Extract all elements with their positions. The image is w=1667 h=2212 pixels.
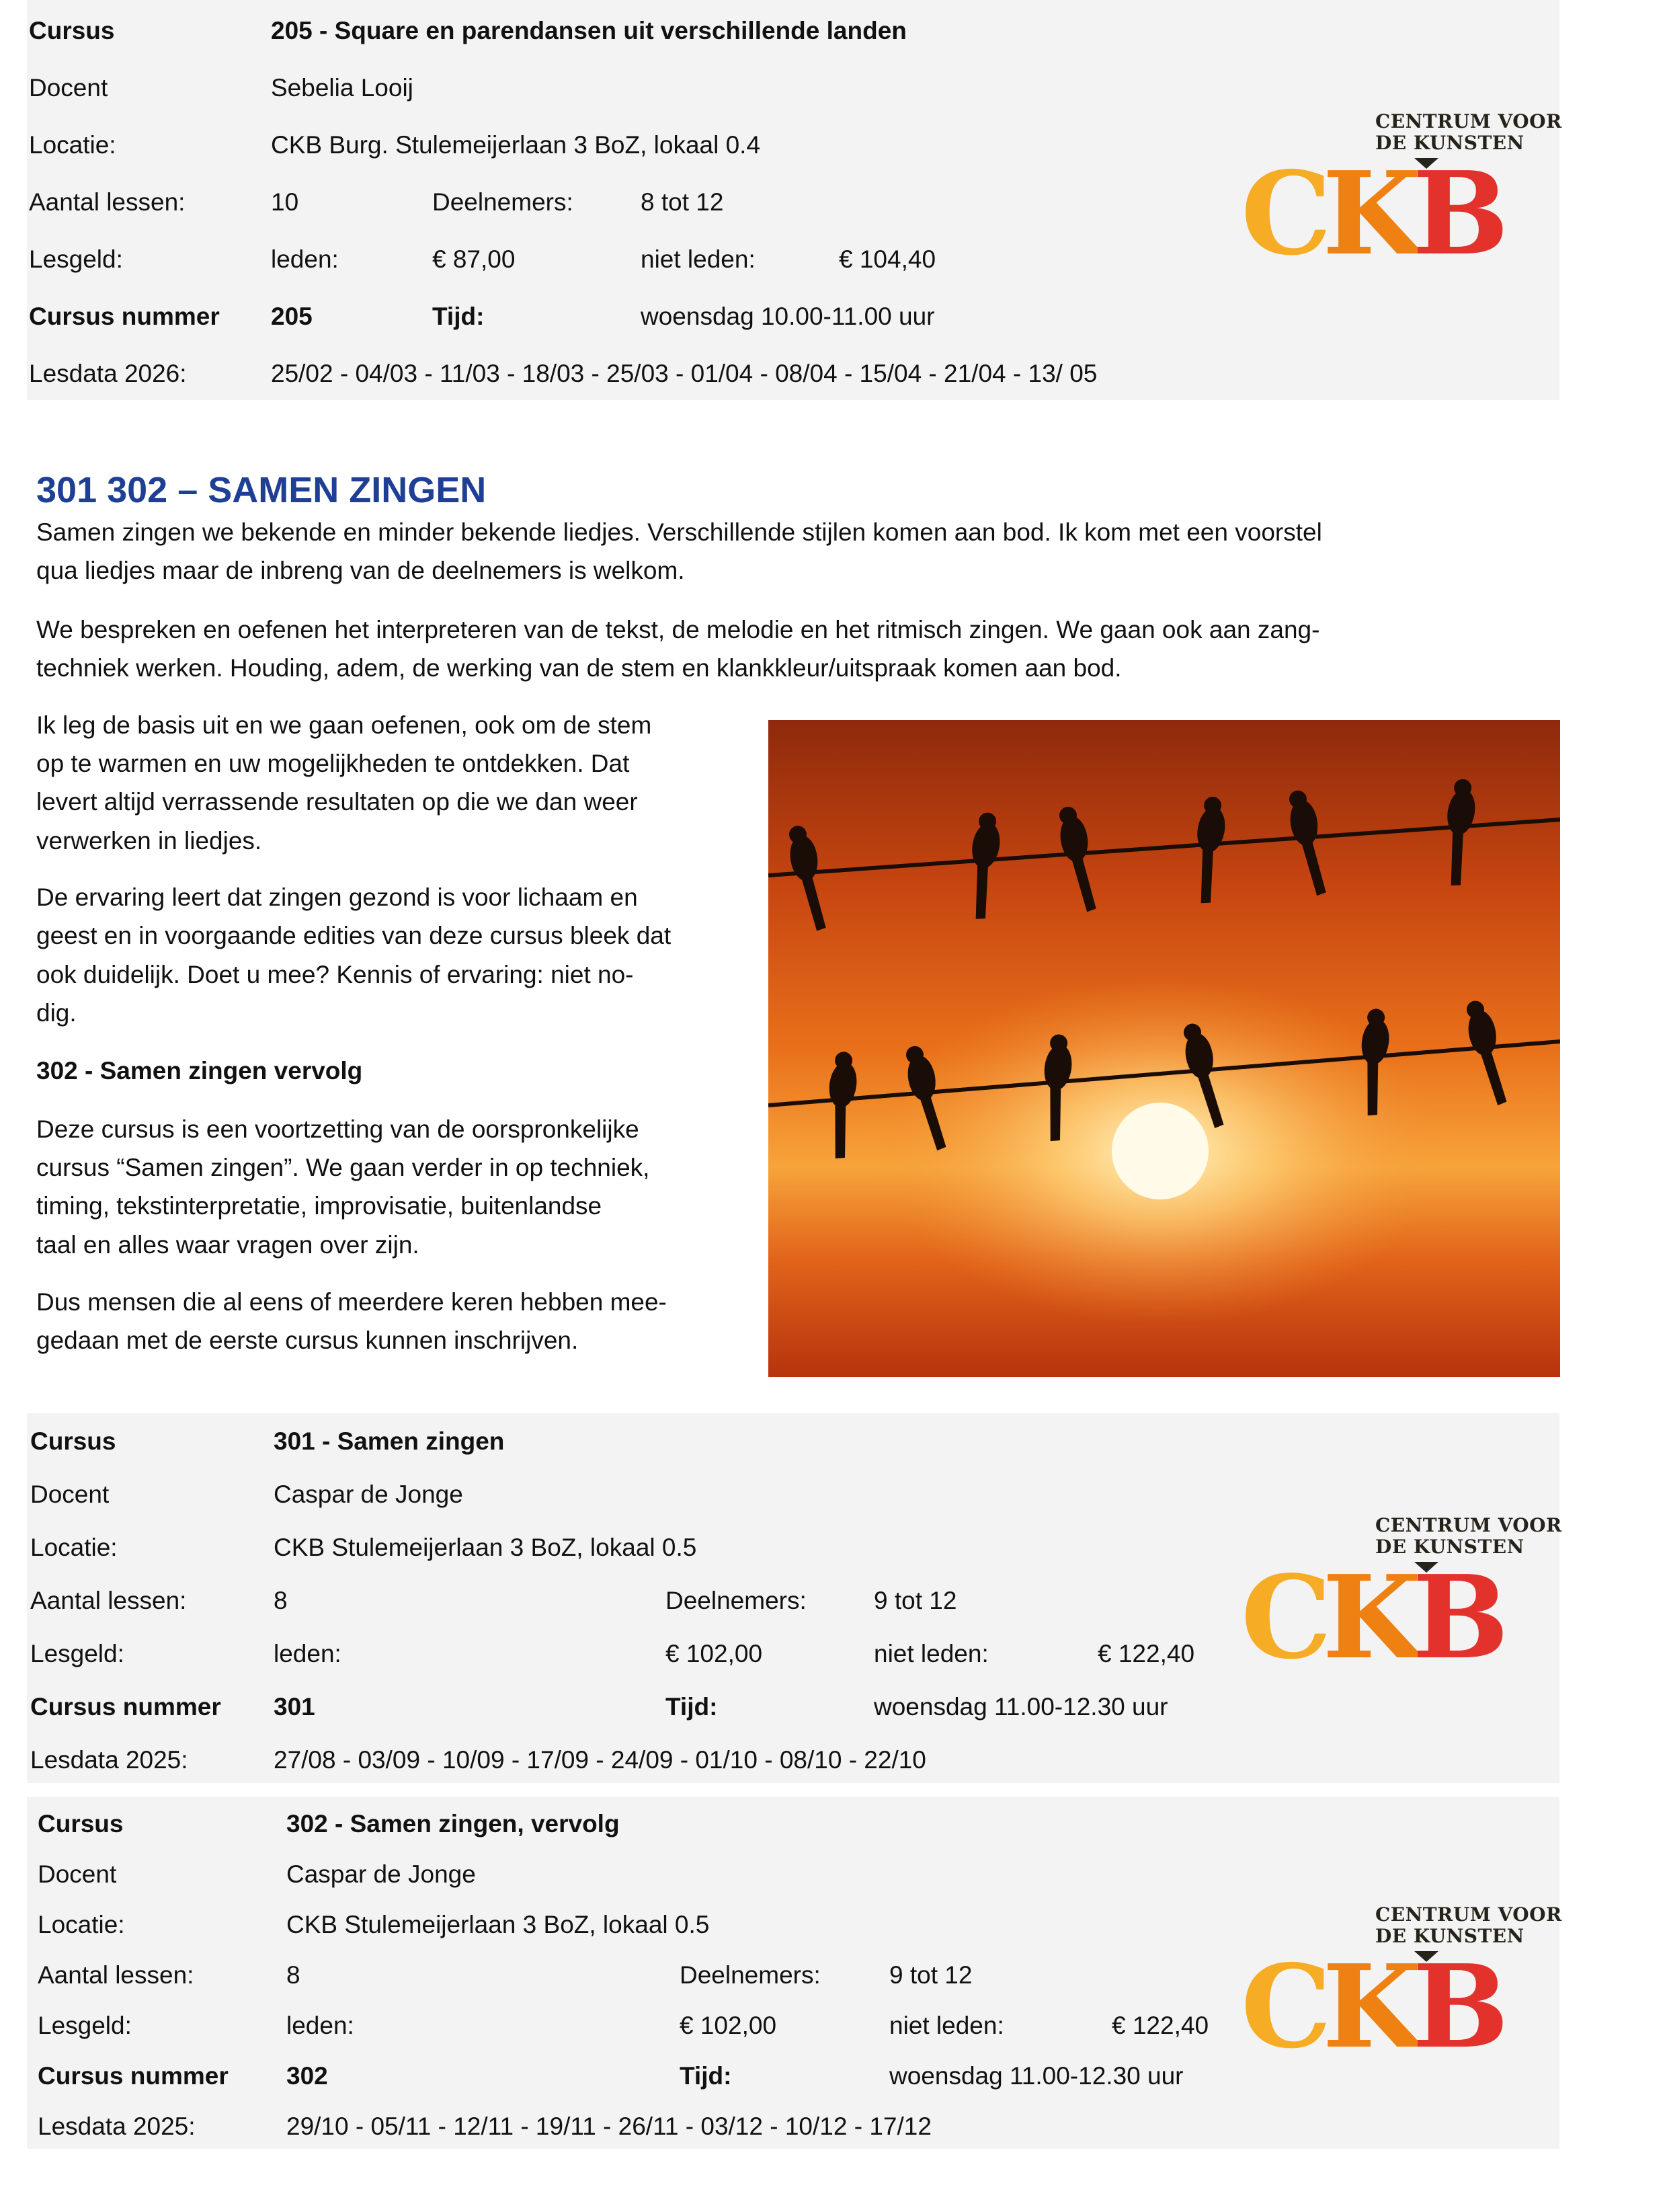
- field-value: CKB Stulemeijerlaan 3 BoZ, lokaal 0.5: [286, 1911, 710, 1938]
- field-label: Lesdata 2025:: [30, 1746, 188, 1774]
- field-value: € 104,40: [839, 245, 936, 273]
- field-value: Caspar de Jonge: [286, 1860, 476, 1888]
- logo-letter: K: [1322, 147, 1413, 281]
- paragraph-line: dig.: [36, 999, 77, 1027]
- field-label: Lesgeld:: [38, 2012, 132, 2039]
- paragraph-line: Deze cursus is een voortzetting van de oorspronkelijke: [36, 1115, 639, 1143]
- field-value: niet leden:: [874, 1640, 989, 1667]
- field-label: Docent: [38, 1860, 117, 1888]
- field-value: € 102,00: [665, 1640, 763, 1667]
- paragraph-line: op te warmen en uw mogelijkheden te ontdekken. Dat: [36, 750, 630, 777]
- logo-line-1: CENTRUM VOOR: [1375, 110, 1562, 132]
- field-label: Lesdata 2026:: [29, 360, 187, 387]
- field-value: € 87,00: [432, 245, 516, 273]
- field-label: Aantal lessen:: [38, 1961, 194, 1989]
- field-label: Docent: [30, 1480, 110, 1508]
- field-value: leden:: [274, 1640, 341, 1667]
- paragraph-line: Samen zingen we bekende en minder bekende liedjes. Verschillende stijlen komen aan bod. Ik kom met een voorstel: [36, 518, 1322, 546]
- field-label: Cursus: [30, 1427, 116, 1455]
- paragraph-line: De ervaring leert dat zingen gezond is voor lichaam en: [36, 883, 638, 911]
- field-value: 9 tot 12: [874, 1587, 957, 1614]
- logo-letter: K: [1322, 1550, 1413, 1685]
- field-value: Deelnemers:: [665, 1587, 807, 1614]
- field-label: Cursus nummer: [30, 1693, 221, 1721]
- field-label: Locatie:: [29, 131, 116, 159]
- paragraph-line: taal en alles waar vragen over zijn.: [36, 1231, 419, 1259]
- field-value: 205: [271, 303, 313, 330]
- field-value: woensdag 10.00-11.00 uur: [641, 303, 935, 330]
- field-value: 301: [274, 1693, 315, 1721]
- logo-letters: [1241, 147, 1500, 281]
- field-label: Aantal lessen:: [29, 188, 186, 216]
- paragraph-line: techniek werken. Houding, adem, de werking van de stem en klankkleur/uitspraak komen aan bod.: [36, 654, 1122, 682]
- field-value: 301 - Samen zingen: [274, 1427, 505, 1455]
- field-value: 8 tot 12: [641, 188, 724, 216]
- paragraph-line: timing, tekstinterpretatie, improvisatie, buitenlandse: [36, 1192, 602, 1220]
- field-label: Locatie:: [38, 1911, 125, 1938]
- paragraph-line: geest en in voorgaande edities van deze cursus bleek dat: [36, 922, 672, 949]
- logo-letter: C: [1241, 1550, 1323, 1685]
- paragraph-line: ook duidelijk. Doet u mee? Kennis of ervaring: niet no-: [36, 961, 634, 988]
- logo-line-1: CENTRUM VOOR: [1375, 1514, 1562, 1536]
- sun: [1112, 1103, 1209, 1199]
- logo-letters: [1241, 1550, 1500, 1685]
- logo-letters: [1241, 1940, 1500, 2074]
- field-value: 302 - Samen zingen, vervolg: [286, 1810, 620, 1838]
- field-value: € 102,00: [680, 2012, 777, 2039]
- field-value: niet leden:: [889, 2012, 1004, 2039]
- logo-letter: K: [1322, 1940, 1413, 2074]
- field-value: 8: [286, 1961, 300, 1989]
- paragraph-line: levert altijd verrassende resultaten op die we dan weer: [36, 788, 638, 816]
- field-value: Tijd:: [432, 303, 485, 330]
- ckb-logo: [1241, 1514, 1562, 1685]
- paragraph-line: Ik leg de basis uit en we gaan oefenen, ook om de stem: [36, 711, 652, 739]
- field-value: Tijd:: [665, 1693, 718, 1721]
- field-value: leden:: [286, 2012, 354, 2039]
- field-value: € 122,40: [1098, 1640, 1195, 1667]
- field-value: 302: [286, 2062, 328, 2090]
- section-heading: 301 302 – SAMEN ZINGEN: [36, 470, 487, 511]
- field-label: Docent: [29, 74, 108, 102]
- field-value: Deelnemers:: [432, 188, 573, 216]
- field-value: Sebelia Looij: [271, 74, 413, 102]
- subheading: 302 - Samen zingen vervolg: [36, 1057, 363, 1084]
- field-value: 29/10 - 05/11 - 12/11 - 19/11 - 26/11 - 03/12 - 10/12 - 17/12: [286, 2112, 932, 2140]
- paragraph-line: We bespreken en oefenen het interpreteren van de tekst, de melodie en het ritmisch zingen. We gaan ook aan zang-: [36, 616, 1320, 643]
- field-label: Cursus nummer: [38, 2062, 229, 2090]
- paragraph-line: gedaan met de eerste cursus kunnen inschrijven.: [36, 1327, 579, 1354]
- logo-line-1: CENTRUM VOOR: [1375, 1903, 1562, 1926]
- logo-letter: C: [1241, 147, 1323, 281]
- logo-line-2: DE KUNSTEN: [1375, 1536, 1524, 1558]
- paragraph-line: qua liedjes maar de inbreng van de deelnemers is welkom.: [36, 557, 685, 584]
- field-label: Lesgeld:: [29, 245, 123, 273]
- ckb-logo: [1241, 1903, 1562, 2074]
- logo-letter: B: [1412, 1550, 1500, 1685]
- paragraph-line: Dus mensen die al eens of meerdere keren hebben mee-: [36, 1288, 667, 1316]
- logo-line-2: DE KUNSTEN: [1375, 132, 1524, 154]
- field-value: 27/08 - 03/09 - 10/09 - 17/09 - 24/09 - 01/10 - 08/10 - 22/10: [274, 1746, 926, 1774]
- field-label: Cursus: [29, 17, 115, 44]
- ckb-logo: [1241, 110, 1562, 281]
- field-label: Cursus: [38, 1810, 124, 1838]
- field-value: woensdag 11.00-12.30 uur: [874, 1693, 1168, 1721]
- paragraph-line: cursus “Samen zingen”. We gaan verder in op techniek,: [36, 1154, 650, 1181]
- field-value: Tijd:: [680, 2062, 732, 2090]
- logo-letter: C: [1241, 1940, 1323, 2074]
- field-value: 10: [271, 188, 299, 216]
- field-label: Aantal lessen:: [30, 1587, 187, 1614]
- field-label: Locatie:: [30, 1534, 118, 1561]
- logo-letter: B: [1412, 1940, 1500, 2074]
- field-label: Cursus nummer: [29, 303, 220, 330]
- field-value: Caspar de Jonge: [274, 1480, 463, 1508]
- logo-letter: B: [1412, 147, 1500, 281]
- field-value: Deelnemers:: [680, 1961, 821, 1989]
- field-value: 25/02 - 04/03 - 11/03 - 18/03 - 25/03 - 01/04 - 08/04 - 15/04 - 21/04 - 13/ 05: [271, 360, 1098, 387]
- field-value: € 122,40: [1112, 2012, 1209, 2039]
- field-value: woensdag 11.00-12.30 uur: [889, 2062, 1184, 2090]
- paragraph-line: verwerken in liedjes.: [36, 827, 262, 855]
- field-value: 205 - Square en parendansen uit verschillende landen: [271, 17, 907, 44]
- field-value: leden:: [271, 245, 339, 273]
- logo-line-2: DE KUNSTEN: [1375, 1925, 1524, 1947]
- field-label: Lesgeld:: [30, 1640, 124, 1667]
- field-value: CKB Burg. Stulemeijerlaan 3 BoZ, lokaal 0.4: [271, 131, 761, 159]
- sunset-birds-photo: [768, 720, 1560, 1377]
- field-value: 9 tot 12: [889, 1961, 973, 1989]
- field-label: Lesdata 2025:: [38, 2112, 196, 2140]
- field-value: 8: [274, 1587, 288, 1614]
- field-value: niet leden:: [641, 245, 756, 273]
- field-value: CKB Stulemeijerlaan 3 BoZ, lokaal 0.5: [274, 1534, 697, 1561]
